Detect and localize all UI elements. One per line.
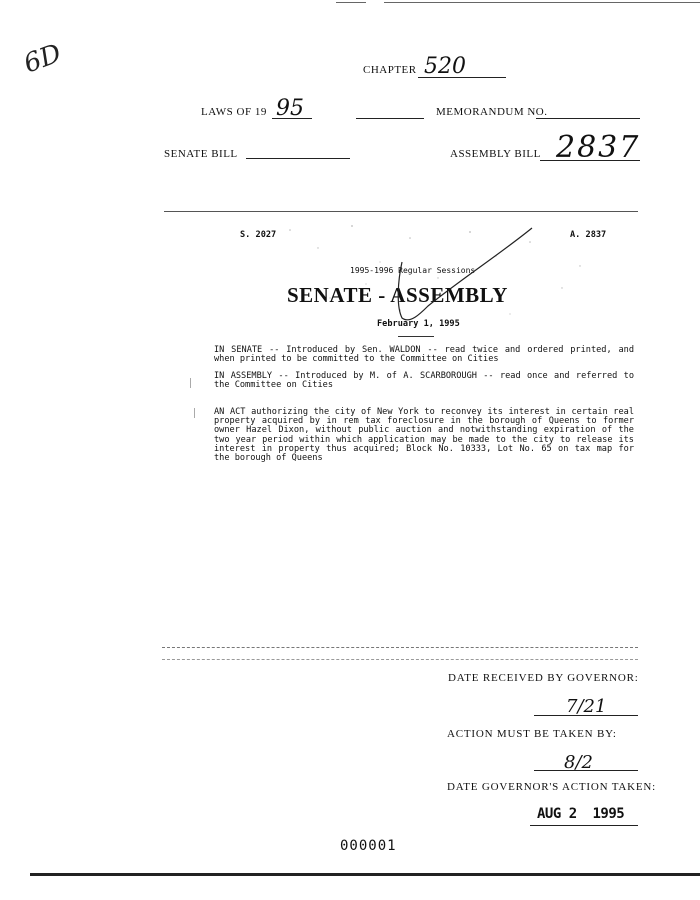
date-received-label: DATE RECEIVED BY GOVERNOR: <box>448 672 639 684</box>
memo-pre-underline <box>356 118 424 119</box>
chapter-label: CHAPTER <box>363 64 417 76</box>
top-edge-rule <box>384 2 700 3</box>
chapter-number: 520 <box>424 54 466 79</box>
bill-date: February 1, 1995 <box>377 319 460 329</box>
bottom-scan-border <box>30 873 700 876</box>
margin-handwritten-mark: 6D <box>19 38 66 80</box>
handwritten-check-stroke-icon <box>380 220 560 330</box>
action-deadline-value: 8/2 <box>564 752 593 773</box>
action-taken-underline <box>530 825 638 826</box>
date-received-value: 7/21 <box>566 696 607 717</box>
chapter-underline <box>418 77 506 78</box>
memo-underline <box>536 118 640 119</box>
action-deadline-underline <box>534 770 638 771</box>
assembly-bill-number-typed: A. 2837 <box>570 230 607 240</box>
date-rule <box>398 336 434 337</box>
memo-label: MEMORANDUM NO. <box>436 106 548 118</box>
date-received-underline <box>534 715 638 716</box>
laws-label: LAWS OF 19 <box>201 106 267 118</box>
footer-rule-lower <box>162 659 638 660</box>
assembly-intro-paragraph: IN ASSEMBLY -- Introduced by M. of A. SCARBOROUGH -- read once and referred to the Committee on Cities <box>214 371 634 391</box>
laws-underline <box>272 118 312 119</box>
footer-rule-upper <box>162 647 638 648</box>
session-line: 1995-1996 Regular Sessions <box>350 266 476 275</box>
action-deadline-label: ACTION MUST BE TAKEN BY: <box>447 728 617 740</box>
senate-bill-number: S. 2027 <box>240 230 277 240</box>
action-taken-stamp: AUG 2 1995 <box>537 806 625 822</box>
assembly-bill-underline <box>540 160 640 161</box>
bill-title: SENATE - ASSEMBLY <box>287 283 508 307</box>
page-number: 000001 <box>340 838 397 854</box>
senate-bill-underline <box>246 158 350 159</box>
assembly-bill-number: 2837 <box>556 130 641 165</box>
action-taken-label: DATE GOVERNOR'S ACTION TAKEN: <box>447 781 656 793</box>
laws-year: 95 <box>276 96 304 121</box>
margin-tick <box>190 378 191 388</box>
header-separator <box>164 211 638 212</box>
senate-intro-paragraph: IN SENATE -- Introduced by Sen. WALDON -- read twice and ordered printed, and when printed to be committed to the Committee on Cities <box>214 345 634 365</box>
margin-tick <box>194 408 195 418</box>
act-description-paragraph: AN ACT authorizing the city of New York to reconvey its interest in certain real property acquired by in rem tax foreclosure in the borough of Queens to former owner Hazel Dixon, without public auction and notwithstanding expiration of the two year period within which application may be made to the city to release its interest in property thus acquired; Block No. 10333, Lot No. 65 on tax map for the borough of Queens <box>214 407 634 464</box>
assembly-bill-label: ASSEMBLY BILL <box>450 148 541 160</box>
top-mark <box>336 2 366 3</box>
senate-bill-label: SENATE BILL <box>164 148 238 160</box>
